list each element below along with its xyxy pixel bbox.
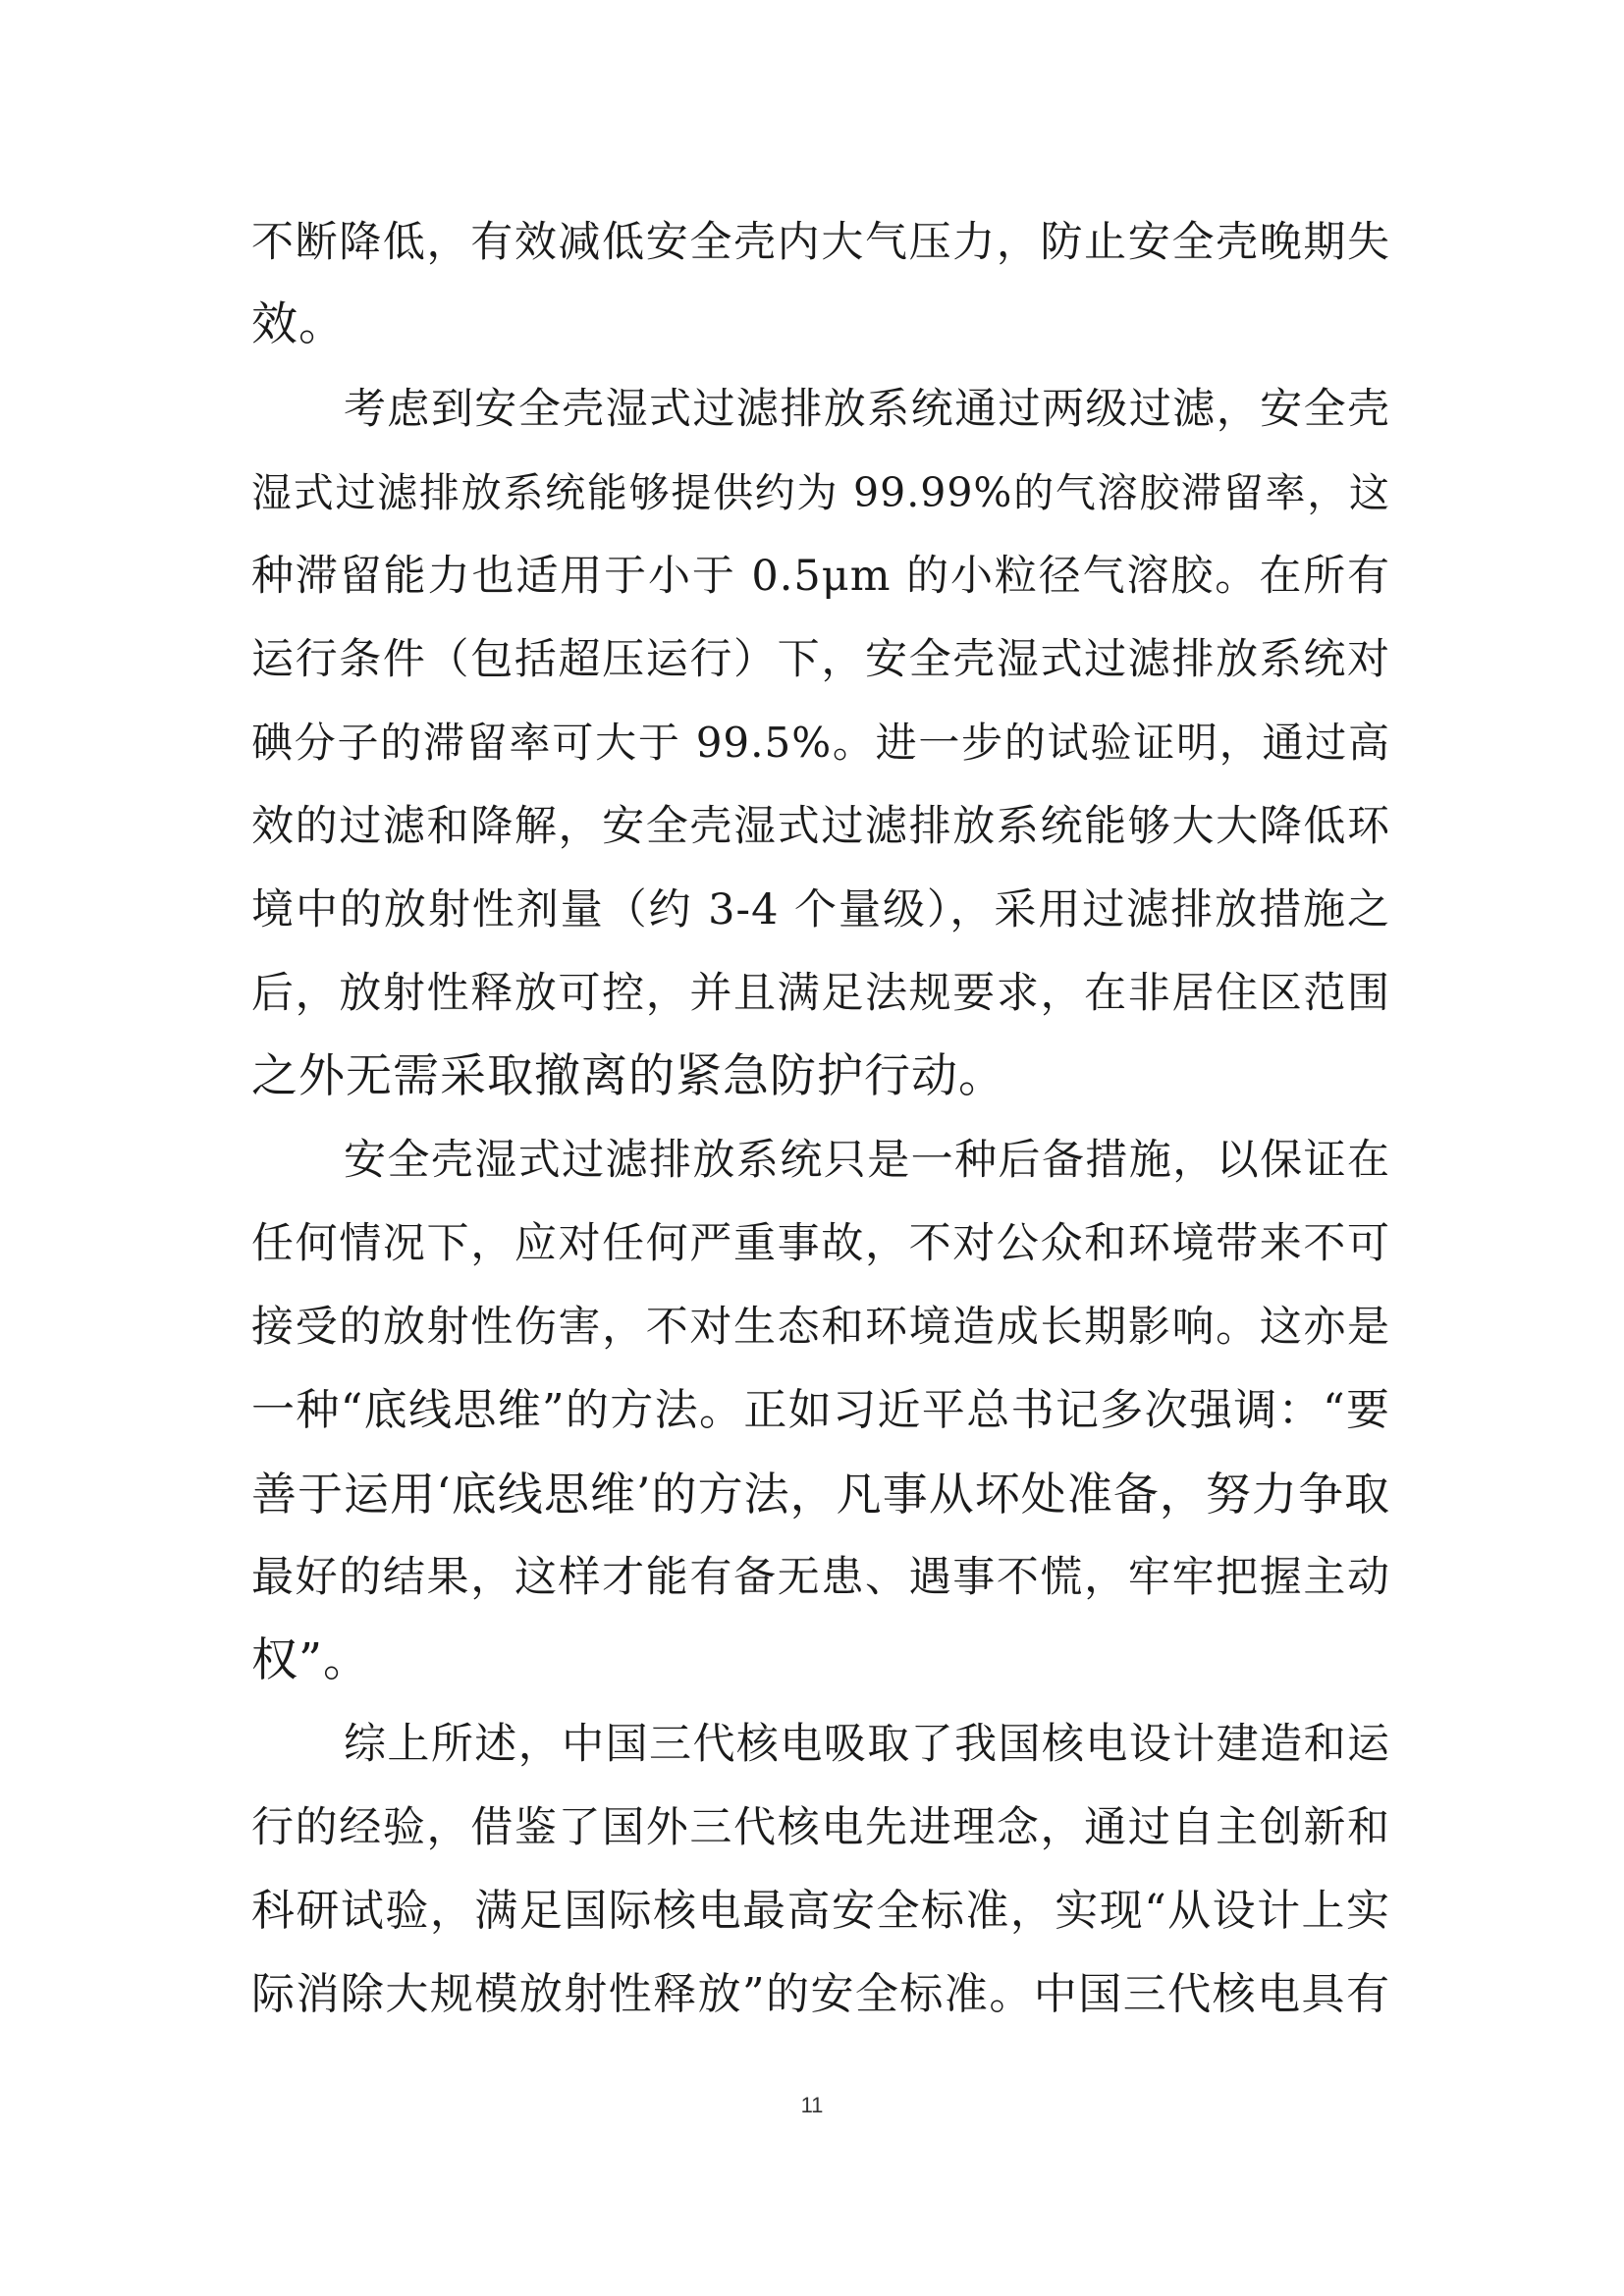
text-line: 任何情况下，应对任何严重事故，不对公众和环境带来不可 <box>251 1219 1390 1268</box>
text-line: 考虑到安全壳湿式过滤排放系统通过两级过滤，安全壳 <box>344 385 1390 434</box>
text-line: 权”。 <box>251 1633 371 1687</box>
text-line: 之外无需采取撤离的紧急防护行动。 <box>251 1049 1005 1103</box>
text-line: 接受的放射性伤害，不对生态和环境造成长期影响。这亦是 <box>251 1303 1390 1352</box>
text-line: 后，放射性释放可控，并且满足法规要求，在非居住区范围 <box>251 969 1390 1018</box>
text-line: 最好的结果，这样才能有备无患、遇事不慌，牢牢把握主动 <box>251 1553 1390 1602</box>
text-line: 不断降低，有效减低安全壳内大气压力，防止安全壳晚期失 <box>251 218 1390 267</box>
text-line: 碘分子的滞留率可大于 99.5%。进一步的试验证明，通过高 <box>251 719 1390 767</box>
text-line: 善于运用‘底线思维’的方法，凡事从坏处准备，努力争取 <box>251 1468 1390 1521</box>
text-line: 运行条件（包括超压运行）下，安全壳湿式过滤排放系统对 <box>251 635 1390 684</box>
text-line: 行的经验，借鉴了国外三代核电先进理念，通过自主创新和 <box>251 1803 1390 1852</box>
text-line: 境中的放射性剂量（约 3-4 个量级），采用过滤排放措施之 <box>251 885 1390 934</box>
text-line: 一种“底线思维”的方法。正如习近平总书记多次强调：“要 <box>251 1385 1390 1435</box>
text-line: 安全壳湿式过滤排放系统只是一种后备措施，以保证在 <box>344 1136 1390 1185</box>
text-line: 科研试验，满足国际核电最高安全标准，实现“从设计上实 <box>251 1886 1390 1936</box>
text-line: 种滞留能力也适用于小于 0.5μm 的小粒径气溶胶。在所有 <box>251 552 1390 601</box>
text-line: 际消除大规模放射性释放”的安全标准。中国三代核电具有 <box>251 1969 1390 2019</box>
text-line: 综上所述，中国三代核电吸取了我国核电设计建造和运 <box>344 1720 1390 1769</box>
text-line: 效。 <box>251 297 346 351</box>
text-line: 湿式过滤排放系统能够提供约为 99.99%的气溶胶滞留率，这 <box>251 469 1390 516</box>
page-number: 11 <box>800 2093 824 2117</box>
text-line: 效的过滤和降解，安全壳湿式过滤排放系统能够大大降低环 <box>251 802 1390 851</box>
